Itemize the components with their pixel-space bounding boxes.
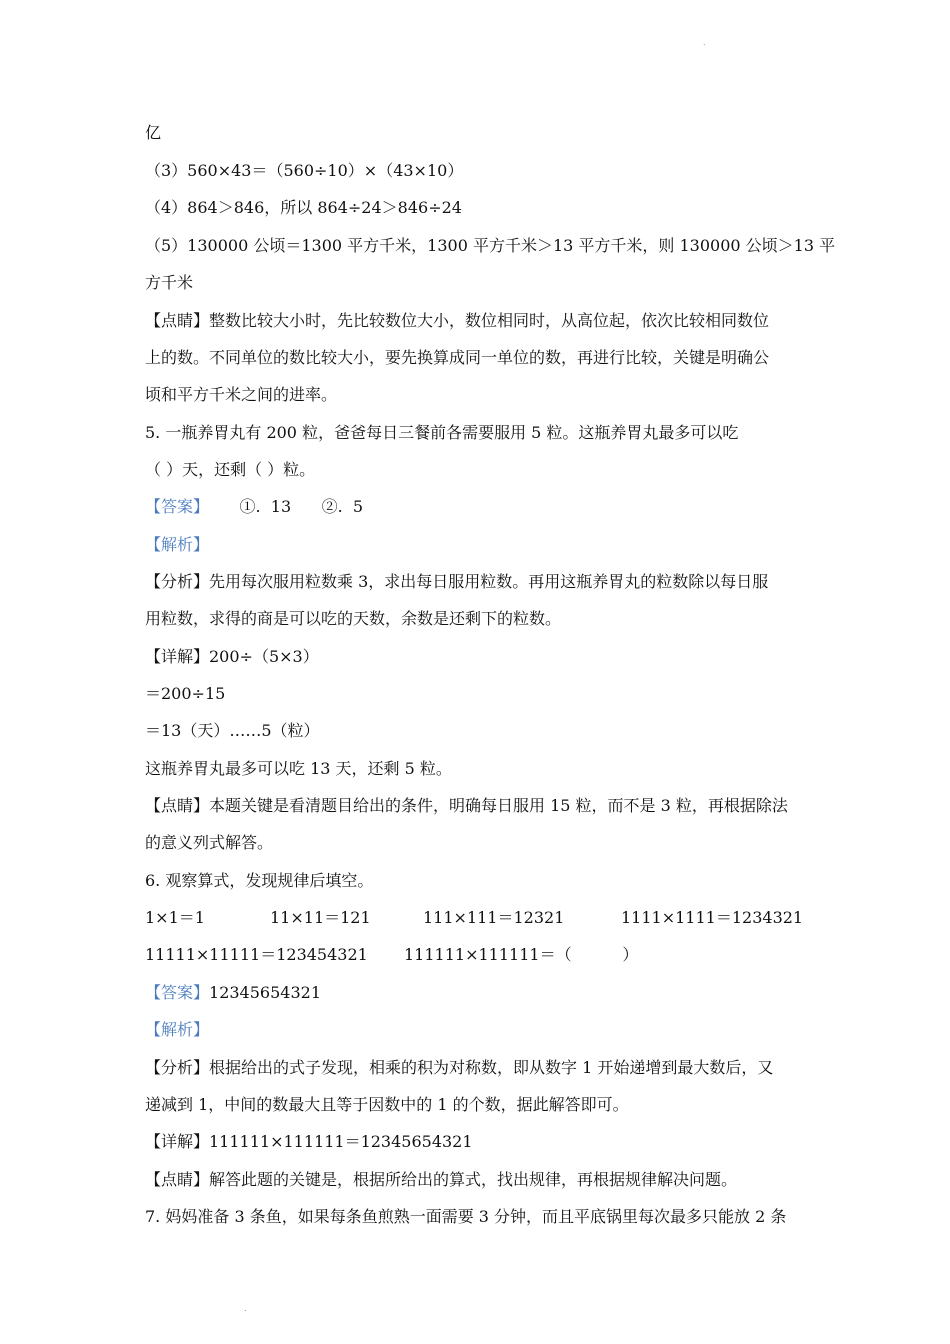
text-line: 【详解】111111×111111＝12345654321 xyxy=(145,1132,473,1151)
equation: 1×1＝1 xyxy=(145,908,205,927)
text-line: 亿 xyxy=(145,123,162,142)
text-line: 【分析】先用每次服用粒数乘 3，求出每日服用粒数。再用这瓶养胃丸的粒数除以每日服 xyxy=(145,572,769,591)
text-line: （4）864＞846，所以 864÷24＞846÷24 xyxy=(145,198,462,217)
answer-value: ①. 13 ②. 5 xyxy=(209,497,364,516)
equation: 1111×1111＝1234321 xyxy=(621,908,804,927)
equation: 111111×111111＝（ ） xyxy=(404,945,639,964)
answer-tag: 【答案】 xyxy=(145,983,210,1002)
text-line: 【分析】根据给出的式子发现，相乘的积为对称数，即从数字 1 开始递增到最大数后，又 xyxy=(145,1058,774,1077)
answer-line xyxy=(145,496,810,518)
text-line: ＝200÷15 xyxy=(145,684,226,703)
equation-row xyxy=(145,907,810,929)
text-line: 顷和平方千米之间的进率。 xyxy=(145,385,338,404)
equation: 111×111＝12321 xyxy=(423,908,565,927)
question-5: 5. 一瓶养胃丸有 200 粒，爸爸每日三餐前各需要服用 5 粒。这瓶养胃丸最多可以吃 xyxy=(145,423,739,442)
text-line: （3）560×43＝（560÷10）×（43×10） xyxy=(145,161,464,180)
text-line: 【点睛】解答此题的关键是，根据所给出的算式，找出规律，再根据规律解决问题。 xyxy=(145,1170,738,1189)
text-line: ＝13（天）……5（粒） xyxy=(145,721,320,740)
text-line: （5）130000 公顷＝1300 平方千米，1300 平方千米＞13 平方千米，则 130000 公顷＞13 平 xyxy=(145,236,836,255)
page-mark: . xyxy=(703,38,706,47)
text-line: 【点睛】本题关键是看清题目给出的条件，明确每日服用 15 粒，而不是 3 粒，再根据除法 xyxy=(145,796,788,815)
question-6: 6. 观察算式，发现规律后填空。 xyxy=(145,871,374,890)
text-line: 【详解】200÷（5×3） xyxy=(145,647,319,666)
equation: 11×11＝121 xyxy=(270,908,371,927)
text-line: 方千米 xyxy=(145,273,194,292)
question-7: 7. 妈妈准备 3 条鱼，如果每条鱼煎熟一面需要 3 分钟，而且平底锅里每次最多只能放 2 条 xyxy=(145,1207,787,1226)
answer-tag: 【答案】 xyxy=(145,497,210,516)
page-mark: . xyxy=(244,1304,247,1313)
text-line: 上的数。不同单位的数比较大小，要先换算成同一单位的数，再进行比较，关键是明确公 xyxy=(145,348,770,367)
text-line: 递减到 1，中间的数最大且等于因数中的 1 的个数，据此解答即可。 xyxy=(145,1095,629,1114)
equation-row xyxy=(145,944,810,966)
text-line: （ ）天，还剩（ ）粒。 xyxy=(145,460,316,479)
analysis-tag: 【解析】 xyxy=(145,535,210,554)
answer-value: 12345654321 xyxy=(209,983,321,1002)
text-line: 【点睛】整数比较大小时，先比较数位大小，数位相同时，从高位起，依次比较相同数位 xyxy=(145,311,770,330)
text-line: 这瓶养胃丸最多可以吃 13 天，还剩 5 粒。 xyxy=(145,759,452,778)
text-line: 的意义列式解答。 xyxy=(145,833,274,852)
text-line: 用粒数，求得的商是可以吃的天数，余数是还剩下的粒数。 xyxy=(145,609,562,628)
analysis-tag: 【解析】 xyxy=(145,1020,210,1039)
answer-line xyxy=(145,982,810,1004)
equation: 11111×11111＝123454321 xyxy=(145,945,368,964)
